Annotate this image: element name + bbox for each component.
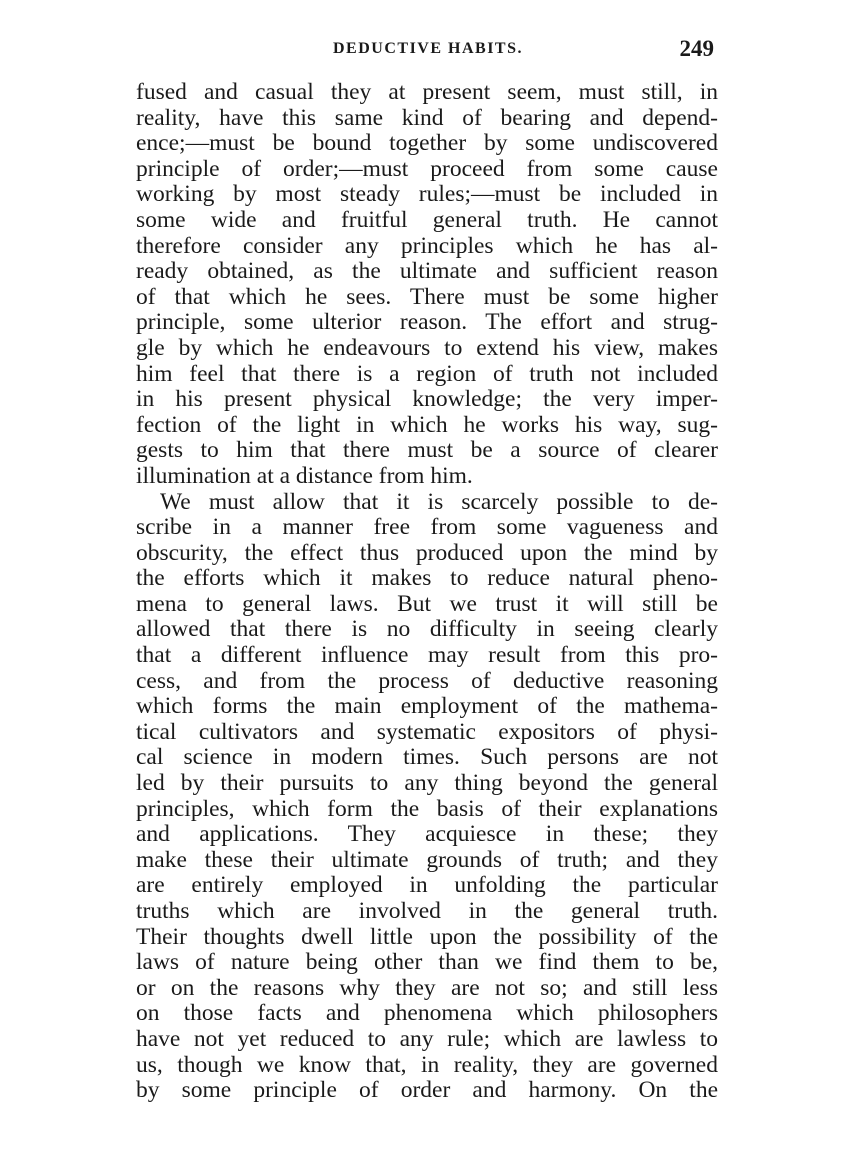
running-title: DEDUCTIVE HABITS. [333, 40, 523, 57]
text-line: gests to him that there must be a source of clearer [136, 437, 718, 464]
text-line: ence;—must be bound together by some undiscovered [136, 130, 718, 157]
text-line: fection of the light in which he works his way, sug- [136, 411, 718, 438]
text-line: have not yet reduced to any rule; which are lawless to [136, 1025, 718, 1052]
text-line: on those facts and phenomena which philosophers [136, 1000, 718, 1027]
text-line: the efforts which it makes to reduce natural pheno- [136, 565, 718, 592]
text-line: make these their ultimate grounds of truth; and they [136, 846, 718, 873]
text-line: reality, have this same kind of bearing and depend- [136, 104, 718, 131]
text-line: laws of nature being other than we find them to be, [136, 949, 718, 976]
text-line: truths which are involved in the general truth. [136, 898, 718, 924]
text-line: some wide and fruitful general truth. He cannot [136, 206, 718, 233]
text-line: or on the reasons why they are not so; and still less [136, 974, 718, 1001]
text-line: are entirely employed in unfolding the particular [136, 872, 718, 899]
text-line: mena to general laws. But we trust it will still be [136, 590, 718, 617]
text-line: principles, which form the basis of their explanations [136, 795, 718, 822]
text-line: scribe in a manner free from some vagueness and [136, 514, 718, 541]
text-line: cess, and from the process of deductive reasoning [136, 667, 718, 694]
text-line: led by their pursuits to any thing beyond the general [136, 770, 718, 797]
text-line: gle by which he endeavours to extend his view, makes [136, 334, 718, 361]
text-line: principle, some ulterior reason. The effort and strug- [136, 309, 718, 336]
text-line: ready obtained, as the ultimate and sufficient reason [136, 258, 718, 285]
text-line: allowed that there is no difficulty in seeing clearly [136, 616, 718, 643]
paragraph [136, 80, 718, 490]
page-number: 249 [679, 36, 714, 61]
text-line: therefore consider any principles which he has al- [136, 232, 718, 259]
text-line: which forms the main employment of the mathema- [136, 693, 718, 720]
text-line: by some principle of order and harmony. On the [136, 1077, 718, 1104]
running-head [138, 36, 718, 66]
text-line: obscurity, the effect thus produced upon the mind by [136, 539, 718, 566]
text-line: cal science in modern times. Such persons are not [136, 744, 718, 771]
text-line: tical cultivators and systematic expositors of physi- [136, 718, 718, 745]
text-line: that a different influence may result from this pro- [136, 642, 718, 669]
text-line: him feel that there is a region of truth not included [136, 360, 718, 387]
text-line: We must allow that it is scarcely possible to de- [160, 488, 718, 515]
text-line: and applications. They acquiesce in these; they [136, 821, 718, 848]
text-line: in his present physical knowledge; the very imper- [136, 386, 718, 413]
text-line: fused and casual they at present seem, must still, in [136, 79, 718, 105]
body-text [136, 80, 718, 1104]
text-line: Their thoughts dwell little upon the possibility of the [136, 923, 718, 950]
text-line: principle of order;—must proceed from some cause [136, 155, 718, 182]
text-line: working by most steady rules;—must be included in [136, 181, 718, 208]
paragraph [136, 490, 718, 1104]
text-line: illumination at a distance from him. [136, 462, 473, 489]
text-line: us, though we know that, in reality, they are governed [136, 1051, 718, 1078]
text-line: of that which he sees. There must be some higher [136, 283, 718, 310]
